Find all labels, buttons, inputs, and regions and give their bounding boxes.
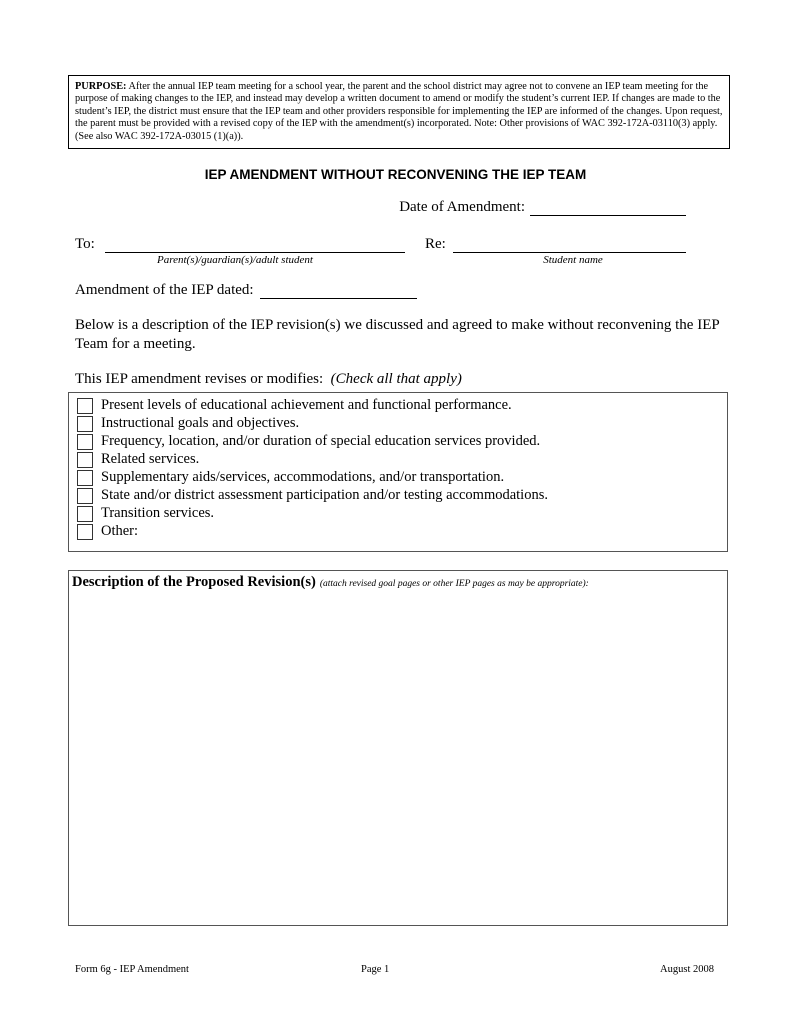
checklist-item-label: Other:	[101, 523, 139, 539]
desc-hint: (attach revised goal pages or other IEP pages as may be appropriate):	[319, 579, 589, 589]
footer-date: August 2008	[660, 964, 714, 975]
checkbox[interactable]	[77, 524, 93, 540]
checklist-item-label: Related services.	[101, 451, 200, 467]
checkbox[interactable]	[77, 488, 93, 504]
purpose-label: PURPOSE:	[75, 81, 127, 92]
checkbox[interactable]	[77, 398, 93, 414]
revises-label: This IEP amendment revises or modifies:	[75, 371, 324, 387]
checklist-item-label: State and/or district assessment participation and/or testing accommodations.	[101, 487, 548, 503]
dated-field[interactable]	[260, 298, 417, 299]
checkbox[interactable]	[77, 416, 93, 432]
date-field[interactable]	[530, 215, 686, 216]
checklist-item-label: Frequency, location, and/or duration of special education services provided.	[101, 433, 541, 449]
checklist-item-label: Transition services.	[101, 505, 215, 521]
re-caption: Student name	[543, 254, 603, 266]
checklist-item-label: Instructional goals and objectives.	[101, 415, 300, 431]
checkbox[interactable]	[77, 434, 93, 450]
checklist-item-label: Supplementary aids/services, accommodations, and/or transportation.	[101, 469, 505, 485]
revises-hint: (Check all that apply)	[330, 371, 462, 387]
date-label: Date of Amendment:	[399, 199, 525, 215]
desc-title: Description of the Proposed Revision(s)	[72, 574, 316, 590]
purpose-text: After the annual IEP team meeting for a school year, the parent and the school district may agree not to convene an IEP team meeting for the purpose of making changes to the IEP, and instead may develop a written document to amend or modify the student’s current IEP. If changes are made to the student’s IEP, the district must ensure that the IEP team and other providers responsible for implementing the IEP are informed of the changes. Upon request, the parent must be provided with a revised copy of the IEP with the amendment(s) incorporated. Note: Other provisions of WAC 392-172A-03110(3) apply. (See also WAC 392-172A-03015 (1)(a)).	[75, 81, 723, 142]
footer-page: Page 1	[361, 964, 390, 975]
footer-form: Form 6g - IEP Amendment	[75, 964, 189, 975]
to-field[interactable]	[105, 252, 405, 253]
checklist-item-label: Present levels of educational achievement and functional performance.	[101, 397, 512, 413]
checklist-box	[68, 392, 728, 552]
re-label: Re:	[425, 236, 446, 252]
to-label: To:	[75, 236, 95, 252]
to-caption: Parent(s)/guardian(s)/adult student	[157, 254, 313, 266]
checkbox[interactable]	[77, 506, 93, 522]
checkbox[interactable]	[77, 470, 93, 486]
checkbox[interactable]	[77, 452, 93, 468]
page-title: IEP AMENDMENT WITHOUT RECONVENING THE IEP TEAM	[204, 167, 587, 182]
description-box[interactable]	[68, 570, 728, 926]
description-paragraph: Below is a description of the IEP revision(s) we discussed and agreed to make without reconvening the IEP Team for a meeting.	[75, 317, 720, 352]
dated-label: Amendment of the IEP dated:	[75, 282, 254, 298]
purpose-box	[68, 75, 730, 149]
student-name-field[interactable]	[453, 252, 686, 253]
